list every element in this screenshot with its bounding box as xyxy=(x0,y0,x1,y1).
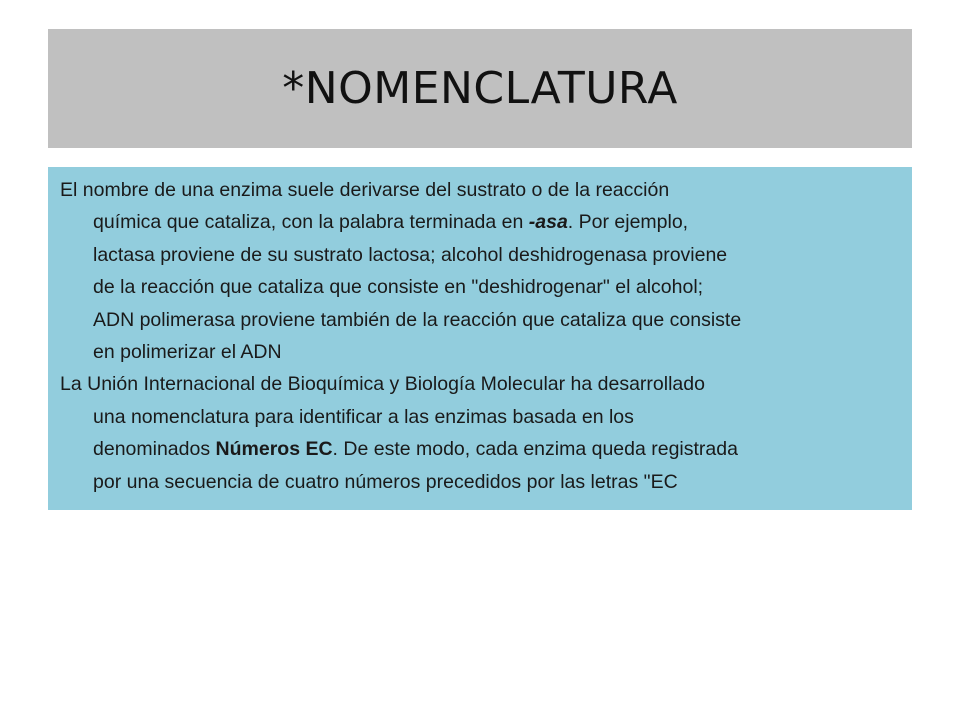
text-line xyxy=(60,336,900,368)
text-run: . De este modo, cada enzima queda registrada xyxy=(332,438,738,461)
text-run: por una secuencia de cuatro números precedidos por las letras "EC xyxy=(93,470,678,493)
paragraph-ec-numbers xyxy=(60,368,900,498)
text-line xyxy=(60,206,900,238)
text-line xyxy=(60,239,900,271)
text-run: ADN polimerasa proviene también de la reacción que cataliza que consiste xyxy=(93,308,742,331)
text-line xyxy=(60,174,900,206)
text-run: . Por ejemplo, xyxy=(567,211,689,234)
text-line xyxy=(60,433,900,465)
text-run: El nombre de una enzima suele derivarse del sustrato o de la reacción xyxy=(60,179,670,201)
text-run: en polimerizar el ADN xyxy=(93,341,282,364)
ec-numbers-emphasis: Números EC xyxy=(215,438,333,461)
text-run: lactasa proviene de su sustrato lactosa; alcohol deshidrogenasa proviene xyxy=(93,243,728,266)
text-run: química que cataliza, con la palabra terminada en xyxy=(93,211,529,234)
slide-content-box xyxy=(48,167,912,510)
slide-title-bar xyxy=(48,29,912,148)
text-run: denominados xyxy=(93,438,216,461)
slide-title: *NOMENCLATURA xyxy=(282,63,678,114)
text-line xyxy=(60,368,900,400)
text-run: de la reacción que cataliza que consiste en "deshidrogenar" el alcohol; xyxy=(93,276,704,299)
text-run: La Unión Internacional de Bioquímica y Biología Molecular ha desarrollado xyxy=(60,373,705,396)
text-line xyxy=(60,304,900,336)
paragraph-enzyme-naming xyxy=(60,174,900,368)
text-run: una nomenclatura para identificar a las enzimas basada en los xyxy=(93,405,634,428)
suffix-asa-emphasis: -asa xyxy=(528,211,568,234)
text-line xyxy=(60,271,900,303)
text-line xyxy=(60,466,900,498)
text-line xyxy=(60,401,900,433)
